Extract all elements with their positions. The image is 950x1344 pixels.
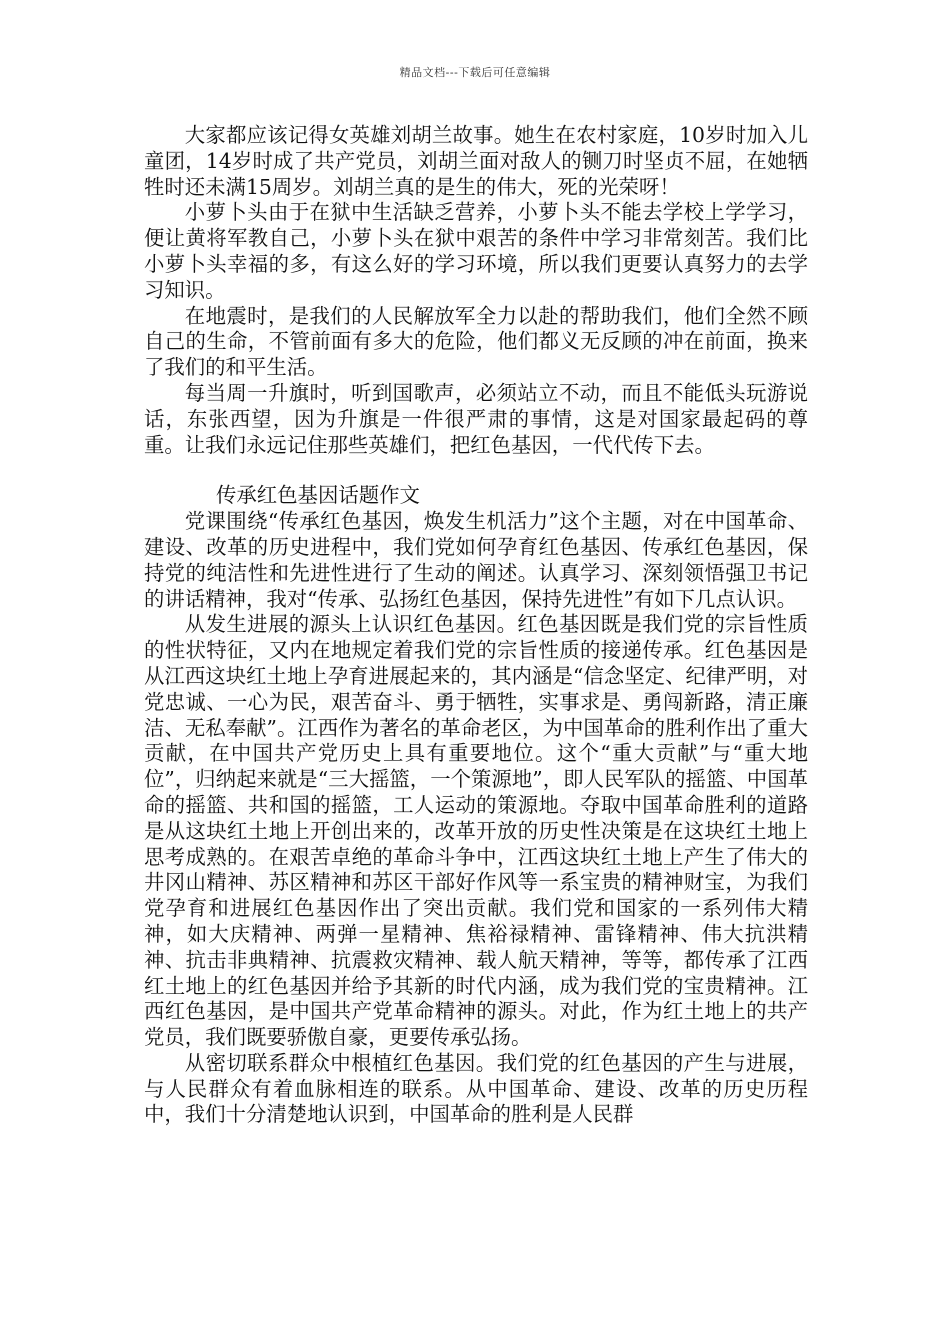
section-title: 传承红色基因话题作文 — [216, 483, 420, 508]
paragraph-xiao-luobotou: 小萝卜头由于在狱中生活缺乏营养，小萝卜头不能去学校上学学习，便让黄将军教自己，小萝卜头在狱中艰苦的条件中学习非常刻苦。我们比小萝卜头幸福的多，有这么好的学习环境，所以我们更要认真努力的去学习知识。 — [144, 200, 808, 302]
document-body — [144, 123, 808, 1128]
paragraph-origin-of-red-gene: 从发生进展的源头上认识红色基因。红色基因既是我们党的宗旨性质的性状特征，又内在地规定着我们党的宗旨性质的接递传承。红色基因是从江西这块红土地上孕育进展起来的，其内涵是“信念坚定、纪律严明，对党忠诚、一心为民，艰苦奋斗、勇于牺牲，实事求是、勇闯新路，清正廉洁、无私奉献”。江西作为著名的革命老区，为中国革命的胜利作出了重大贡献，在中国共产党历史上具有重要地位。这个“重大贡献”与“重大地位”，归纳起来就是“三大摇篮，一个策源地”，即人民军队的摇篮、中国革命的摇篮、共和国的摇篮，工人运动的策源地。夺取中国革命胜利的道路是从这块红土地上开创出来的，改革开放的历史性决策是在这块红土地上思考成熟的。在艰苦卓绝的革命斗争中，江西这块红土地上产生了伟大的井冈山精神、苏区精神和苏区干部好作风等一系宝贵的精神财宝，为我们党孕育和进展红色基因作出了突出贡献。我们党和国家的一系列伟大精神，如大庆精神、两弹一星精神、焦裕禄精神、雷锋精神、伟大抗洪精神、抗击非典精神、抗震救灾精神、载人航天精神，等等，都传承了江西红土地上的红色基因并给予其新的时代内涵，成为我们党的宝贵精神。江西红色基因，是中国共产党革命精神的源头。对此，作为红土地上的共产党员，我们既要骄傲自豪，更要传承弘扬。 — [144, 612, 808, 1050]
paragraph-earthquake: 在地震时，是我们的人民解放军全力以赴的帮助我们，他们全然不顾自己的生命，不管前面有多大的危险，他们都义无反顾的冲在前面，换来了我们的和平生活。 — [144, 303, 808, 380]
paragraph-party-lesson: 党课围绕“传承红色基因，焕发生机活力”这个主题，对在中国革命、建设、改革的历史进程中，我们党如何孕育红色基因、传承红色基因，保持党的纯洁性和先进性进行了生动的阐述。认真学习、深刻领悟强卫书记的讲话精神，我对“传承、弘扬红色基因，保持先进性”有如下几点认识。 — [144, 509, 808, 611]
paragraph-liu-hulan: 大家都应该记得女英雄刘胡兰故事。她生在农村家庭，10岁时加入儿童团，14岁时成了共产党员，刘胡兰面对敌人的铡刀时坚贞不屈，在她牺牲时还未满15周岁。刘胡兰真的是生的伟大，死的光荣呀！ — [144, 123, 808, 199]
paragraph-rooted-in-masses: 从密切联系群众中根植红色基因。我们党的红色基因的产生与进展，与人民群众有着血脉相连的联系。从中国革命、建设、改革的历史历程中，我们十分清楚地认识到，中国革命的胜利是人民群 — [144, 1050, 808, 1127]
section-spacer — [144, 458, 808, 483]
page-header: 精品文档---下载后可任意编辑 — [399, 66, 551, 79]
paragraph-flag-raising: 每当周一升旗时，听到国歌声，必须站立不动，而且不能低头玩游说话，东张西望，因为升旗是一件很严肃的事情，这是对国家最起码的尊重。让我们永远记住那些英雄们，把红色基因，一代代传下去。 — [144, 380, 808, 457]
